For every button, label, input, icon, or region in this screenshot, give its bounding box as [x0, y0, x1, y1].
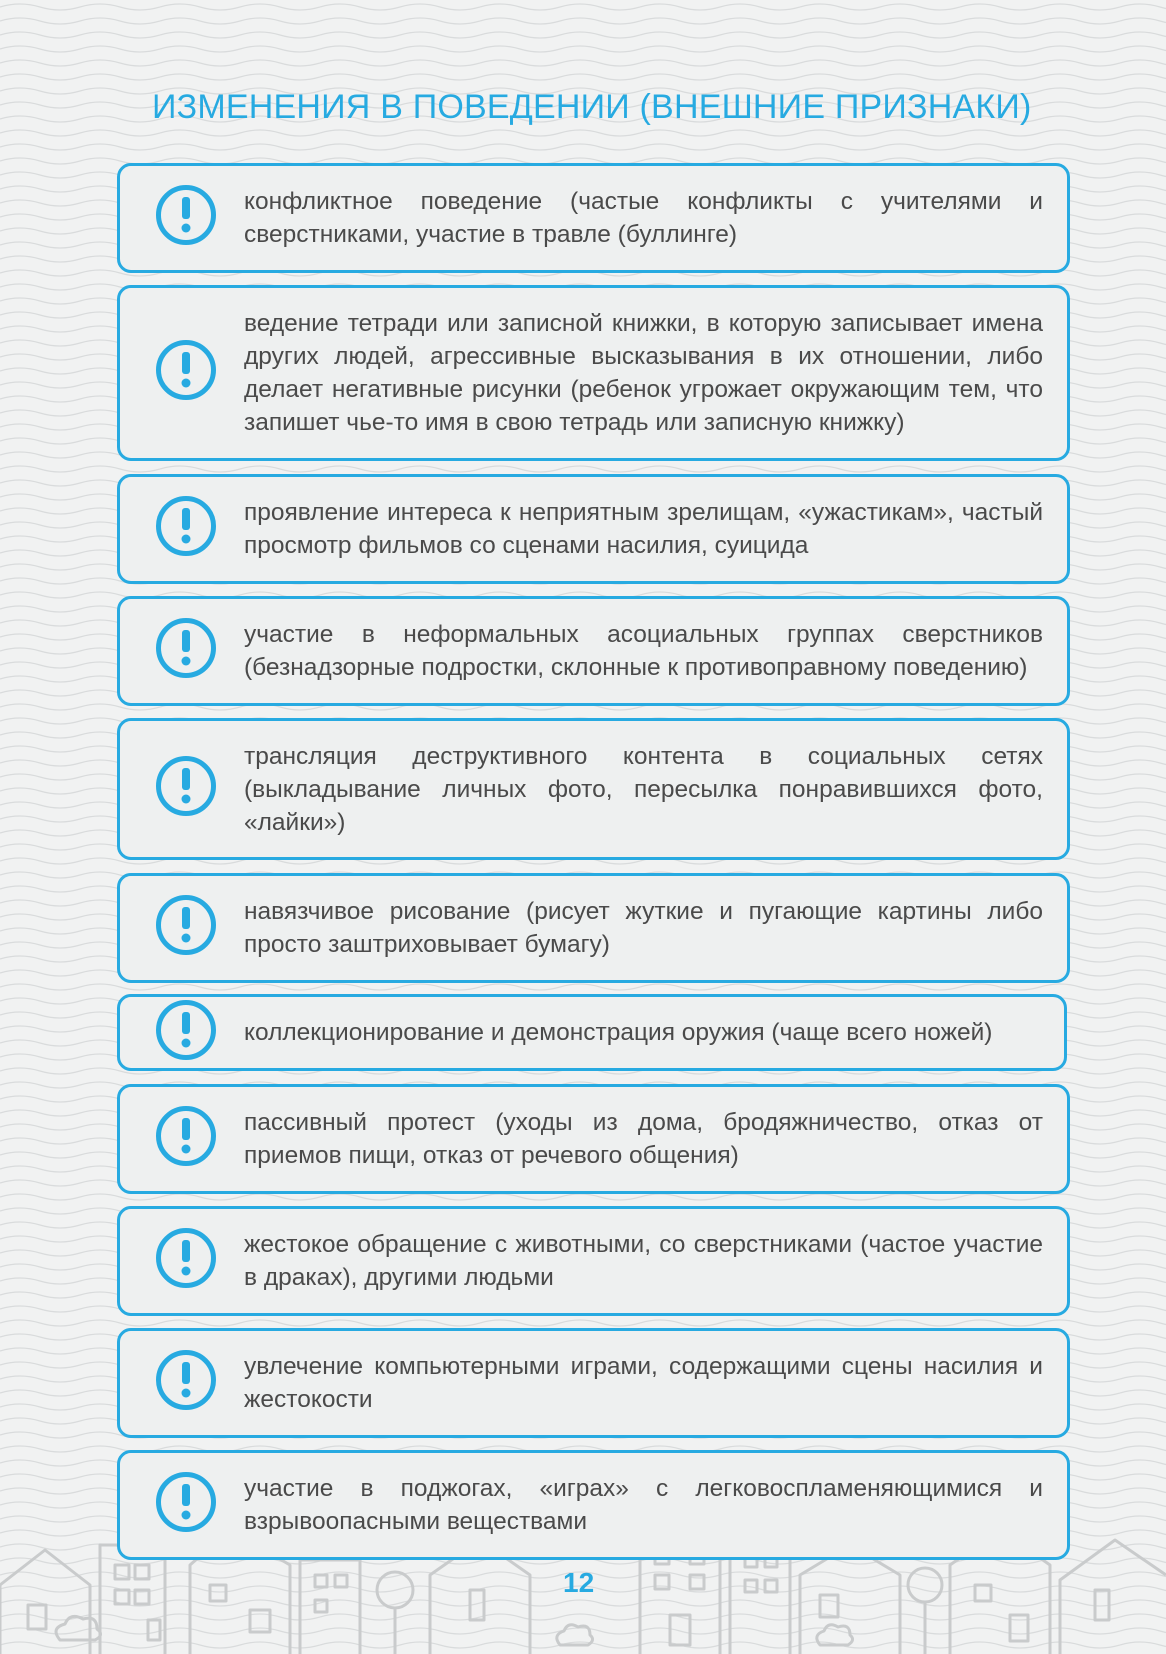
- exclamation-circle-icon: [156, 1350, 216, 1410]
- sign-text: участие в неформальных асоциальных группах сверстников (безнадзорные подростки, склонные к противоправному поведению): [244, 621, 1043, 681]
- page-title: ИЗМЕНЕНИЯ В ПОВЕДЕНИИ (ВНЕШНИЕ ПРИЗНАКИ): [152, 88, 1032, 126]
- sign-card: [117, 994, 1067, 1071]
- exclamation-circle-icon: [156, 1472, 216, 1532]
- sign-text: участие в поджогах, «играх» с легковоспламеняющимися и взрывоопасными веществами: [244, 1475, 1043, 1535]
- sign-card: [117, 474, 1070, 584]
- exclamation-circle-icon: [156, 618, 216, 678]
- sign-text: коллекционирование и демонстрация оружия (чаще всего ножей): [244, 1019, 993, 1046]
- exclamation-circle-icon: [156, 895, 216, 955]
- sign-card: [117, 285, 1070, 461]
- sign-card: [117, 163, 1070, 273]
- exclamation-circle-icon: [156, 756, 216, 816]
- sign-card: [117, 718, 1070, 860]
- sign-text: пассивный протест (уходы из дома, бродяжничество, отказ от приемов пищи, отказ от речевого общения): [244, 1109, 1043, 1169]
- exclamation-circle-icon: [156, 1106, 216, 1166]
- sign-card: [117, 1084, 1070, 1194]
- sign-card: [117, 873, 1070, 983]
- sign-text: трансляция деструктивного контента в социальных сетях (выкладывание личных фото, пересылка понравившихся фото, «лайки»): [244, 743, 1043, 836]
- sign-text: увлечение компьютерными играми, содержащими сцены насилия и жестокости: [244, 1353, 1043, 1413]
- exclamation-circle-icon: [156, 185, 216, 245]
- sign-card: [117, 1450, 1070, 1560]
- exclamation-circle-icon: [156, 1000, 216, 1060]
- sign-text: конфликтное поведение (частые конфликты с учителями и сверстниками, участие в травле (буллинге): [244, 188, 1043, 248]
- exclamation-circle-icon: [156, 1228, 216, 1288]
- sign-card: [117, 1328, 1070, 1438]
- exclamation-circle-icon: [156, 496, 216, 556]
- sign-text: ведение тетради или записной книжки, в которую записывает имена других людей, агрессивные высказывания в их отношении, либо делает негативные рисунки (ребенок угрожает окружающим тем, что запишет чье-то имя в свою тетрадь или записную книжку): [244, 310, 1043, 436]
- sign-card: [117, 1206, 1070, 1316]
- sign-text: жестокое обращение с животными, со сверстниками (частое участие в драках), другими людьми: [244, 1231, 1043, 1291]
- exclamation-circle-icon: [156, 340, 216, 400]
- page-number: 12: [563, 1567, 595, 1598]
- sign-card: [117, 596, 1070, 706]
- sign-text: навязчивое рисование (рисует жуткие и пугающие картины либо просто заштриховывает бумагу): [244, 898, 1043, 958]
- sign-text: проявление интереса к неприятным зрелищам, «ужастикам», частый просмотр фильмов со сценами насилия, суицида: [244, 499, 1043, 559]
